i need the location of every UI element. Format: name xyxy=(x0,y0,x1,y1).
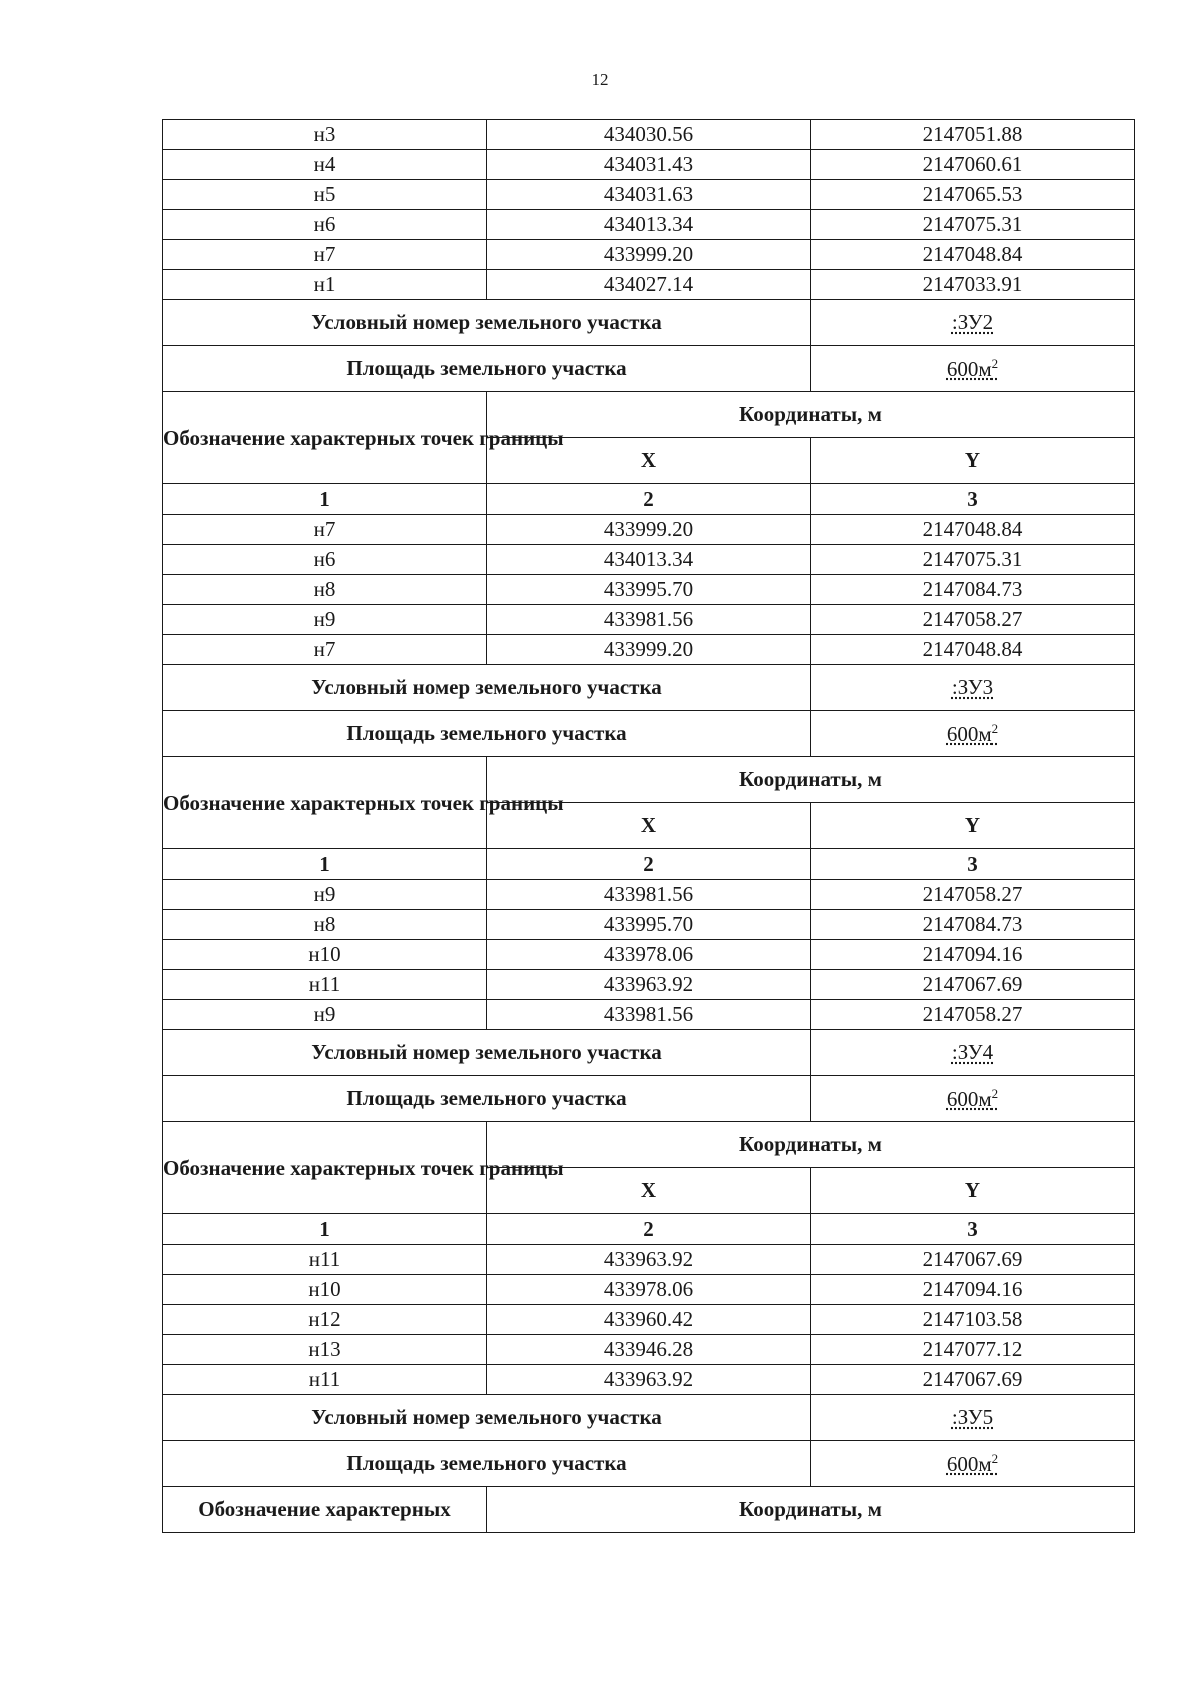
table-row xyxy=(163,180,1135,210)
point-designation-header: Обозначение характерных точек границы xyxy=(163,392,487,484)
y-cell: 2147084.73 xyxy=(811,910,1135,940)
plot-area-value xyxy=(811,1441,1135,1487)
plot-number-text: :ЗУ3 xyxy=(951,675,994,699)
coordinates-table xyxy=(162,119,1135,1533)
area-number: 600м xyxy=(946,1086,992,1111)
plot-number-text: :ЗУ2 xyxy=(951,310,994,334)
x-cell: 434031.43 xyxy=(487,150,811,180)
x-cell: 433981.56 xyxy=(487,880,811,910)
y-cell: 2147075.31 xyxy=(811,210,1135,240)
point-cell: н12 xyxy=(163,1305,487,1335)
coordinates-header: Координаты, м xyxy=(487,392,1135,438)
table-row xyxy=(163,970,1135,1000)
point-cell: н7 xyxy=(163,240,487,270)
x-cell: 433963.92 xyxy=(487,1365,811,1395)
coordinates-header: Координаты, м xyxy=(487,757,1135,803)
plot-area-label: Площадь земельного участка xyxy=(163,1076,811,1122)
column-number: 3 xyxy=(811,849,1135,880)
point-cell: н11 xyxy=(163,1365,487,1395)
point-designation-header: Обозначение характерных xyxy=(163,1487,487,1533)
y-cell: 2147051.88 xyxy=(811,120,1135,150)
x-cell: 433978.06 xyxy=(487,940,811,970)
point-designation-header: Обозначение характерных точек границы xyxy=(163,757,487,849)
plot-area-row xyxy=(163,711,1135,757)
point-cell: н5 xyxy=(163,180,487,210)
x-cell: 433963.92 xyxy=(487,1245,811,1275)
table-row xyxy=(163,120,1135,150)
plot-number-label: Условный номер земельного участка xyxy=(163,1395,811,1441)
table-row xyxy=(163,1275,1135,1305)
x-cell: 434027.14 xyxy=(487,270,811,300)
point-cell: н3 xyxy=(163,120,487,150)
x-cell: 434031.63 xyxy=(487,180,811,210)
y-column-header: Y xyxy=(811,1168,1135,1214)
x-column-header: X xyxy=(487,438,811,484)
y-cell: 2147084.73 xyxy=(811,575,1135,605)
y-cell: 2147077.12 xyxy=(811,1335,1135,1365)
plot-number-text: :ЗУ5 xyxy=(951,1405,994,1429)
y-cell: 2147058.27 xyxy=(811,1000,1135,1030)
x-cell: 433960.42 xyxy=(487,1305,811,1335)
point-cell: н11 xyxy=(163,970,487,1000)
y-column-header: Y xyxy=(811,438,1135,484)
column-number: 1 xyxy=(163,484,487,515)
plot-number-row xyxy=(163,665,1135,711)
plot-area-row xyxy=(163,1441,1135,1487)
table-row xyxy=(163,1305,1135,1335)
y-cell: 2147065.53 xyxy=(811,180,1135,210)
plot-number-row xyxy=(163,300,1135,346)
column-number-row xyxy=(163,484,1135,515)
plot-area-label: Площадь земельного участка xyxy=(163,346,811,392)
y-cell: 2147094.16 xyxy=(811,940,1135,970)
table-row xyxy=(163,1365,1135,1395)
y-cell: 2147067.69 xyxy=(811,1245,1135,1275)
plot-number-label: Условный номер земельного участка xyxy=(163,300,811,346)
column-number: 2 xyxy=(487,1214,811,1245)
point-cell: н7 xyxy=(163,515,487,545)
x-column-header: X xyxy=(487,1168,811,1214)
y-cell: 2147103.58 xyxy=(811,1305,1135,1335)
x-cell: 433999.20 xyxy=(487,240,811,270)
x-cell: 433963.92 xyxy=(487,970,811,1000)
coordinates-header: Координаты, м xyxy=(487,1487,1135,1533)
x-cell: 433981.56 xyxy=(487,605,811,635)
column-number-row xyxy=(163,1214,1135,1245)
point-cell: н9 xyxy=(163,1000,487,1030)
table-row xyxy=(163,880,1135,910)
point-cell: н10 xyxy=(163,940,487,970)
table-row xyxy=(163,575,1135,605)
y-cell: 2147058.27 xyxy=(811,605,1135,635)
column-number: 2 xyxy=(487,484,811,515)
point-cell: н6 xyxy=(163,210,487,240)
x-cell: 433999.20 xyxy=(487,635,811,665)
plot-area-row xyxy=(163,346,1135,392)
x-cell: 433978.06 xyxy=(487,1275,811,1305)
area-superscript: 2 xyxy=(991,720,999,736)
area-number: 600м xyxy=(946,356,992,381)
plot-area-label: Площадь земельного участка xyxy=(163,1441,811,1487)
y-column-header: Y xyxy=(811,803,1135,849)
table-row xyxy=(163,210,1135,240)
y-cell: 2147048.84 xyxy=(811,635,1135,665)
area-superscript: 2 xyxy=(991,355,999,371)
x-cell: 433981.56 xyxy=(487,1000,811,1030)
point-cell: н4 xyxy=(163,150,487,180)
column-number: 2 xyxy=(487,849,811,880)
table-row xyxy=(163,910,1135,940)
plot-number-value xyxy=(811,1030,1135,1076)
plot-number-label: Условный номер земельного участка xyxy=(163,665,811,711)
y-cell: 2147033.91 xyxy=(811,270,1135,300)
point-cell: н13 xyxy=(163,1335,487,1365)
y-cell: 2147067.69 xyxy=(811,1365,1135,1395)
y-cell: 2147094.16 xyxy=(811,1275,1135,1305)
point-cell: н1 xyxy=(163,270,487,300)
plot-area-text xyxy=(947,1452,998,1476)
table-row xyxy=(163,1245,1135,1275)
plot-area-label: Площадь земельного участка xyxy=(163,711,811,757)
plot-area-value xyxy=(811,346,1135,392)
column-number: 3 xyxy=(811,1214,1135,1245)
x-cell: 433999.20 xyxy=(487,515,811,545)
point-designation-header: Обозначение характерных точек границы xyxy=(163,1122,487,1214)
column-number-row xyxy=(163,849,1135,880)
plot-area-row xyxy=(163,1076,1135,1122)
x-cell: 433946.28 xyxy=(487,1335,811,1365)
plot-number-value xyxy=(811,300,1135,346)
table-row xyxy=(163,545,1135,575)
point-cell: н9 xyxy=(163,880,487,910)
point-cell: н9 xyxy=(163,605,487,635)
column-number: 1 xyxy=(163,1214,487,1245)
plot-number-value xyxy=(811,665,1135,711)
x-cell: 434013.34 xyxy=(487,210,811,240)
plot-number-row xyxy=(163,1030,1135,1076)
coordinates-header: Координаты, м xyxy=(487,1122,1135,1168)
table-row xyxy=(163,635,1135,665)
point-cell: н11 xyxy=(163,1245,487,1275)
x-cell: 433995.70 xyxy=(487,910,811,940)
point-cell: н8 xyxy=(163,575,487,605)
header-row xyxy=(163,1487,1135,1533)
column-number: 3 xyxy=(811,484,1135,515)
plot-number-label: Условный номер земельного участка xyxy=(163,1030,811,1076)
header-row xyxy=(163,1122,1135,1168)
plot-area-text xyxy=(947,357,998,381)
table-row xyxy=(163,515,1135,545)
x-column-header: X xyxy=(487,803,811,849)
area-number: 600м xyxy=(946,721,992,746)
area-number: 600м xyxy=(946,1451,992,1476)
x-cell: 433995.70 xyxy=(487,575,811,605)
table-row xyxy=(163,240,1135,270)
header-row xyxy=(163,392,1135,438)
point-cell: н7 xyxy=(163,635,487,665)
y-cell: 2147048.84 xyxy=(811,515,1135,545)
area-superscript: 2 xyxy=(991,1450,999,1466)
y-cell: 2147048.84 xyxy=(811,240,1135,270)
y-cell: 2147075.31 xyxy=(811,545,1135,575)
table-row xyxy=(163,270,1135,300)
table-row xyxy=(163,605,1135,635)
plot-area-value xyxy=(811,1076,1135,1122)
table-row xyxy=(163,150,1135,180)
plot-area-value xyxy=(811,711,1135,757)
x-cell: 434030.56 xyxy=(487,120,811,150)
point-cell: н8 xyxy=(163,910,487,940)
area-superscript: 2 xyxy=(991,1085,999,1101)
plot-number-value xyxy=(811,1395,1135,1441)
table-row xyxy=(163,940,1135,970)
header-row xyxy=(163,757,1135,803)
plot-area-text xyxy=(947,722,998,746)
table-row xyxy=(163,1335,1135,1365)
plot-number-row xyxy=(163,1395,1135,1441)
table-row xyxy=(163,1000,1135,1030)
y-cell: 2147060.61 xyxy=(811,150,1135,180)
y-cell: 2147058.27 xyxy=(811,880,1135,910)
page-number: 12 xyxy=(591,70,609,89)
x-cell: 434013.34 xyxy=(487,545,811,575)
point-cell: н10 xyxy=(163,1275,487,1305)
point-cell: н6 xyxy=(163,545,487,575)
y-cell: 2147067.69 xyxy=(811,970,1135,1000)
plot-number-text: :ЗУ4 xyxy=(951,1040,994,1064)
plot-area-text xyxy=(947,1087,998,1111)
column-number: 1 xyxy=(163,849,487,880)
